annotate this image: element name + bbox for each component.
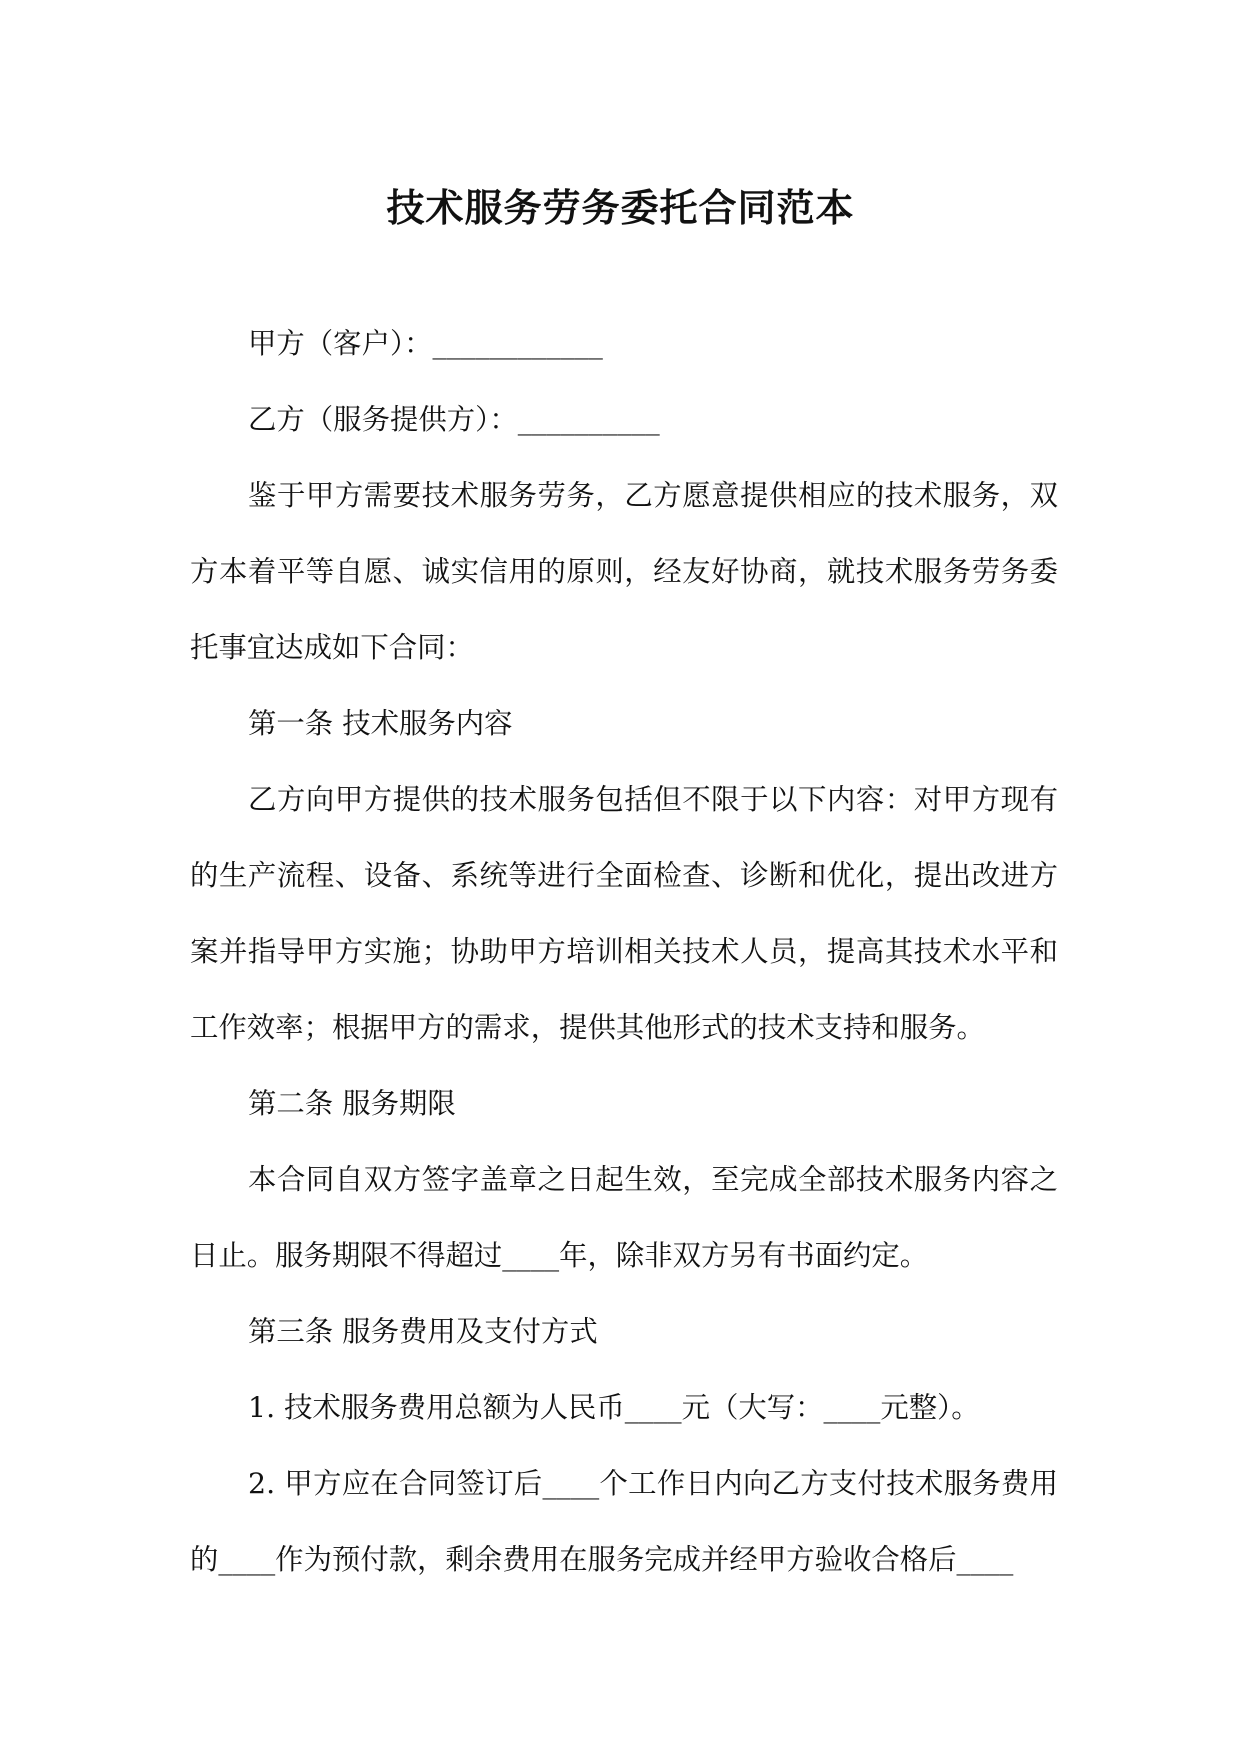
article-3-item-2: 2. 甲方应在合同签订后____个工作日内向乙方支付技术服务费用的____作为预付款，剩余费用在服务完成并经甲方验收合格后____ [190, 1467, 1058, 1576]
article-3-item-1: 1. 技术服务费用总额为人民币____元（大写：____元整）。 [248, 1391, 980, 1424]
document-body [190, 306, 1058, 1598]
party-b-line: 乙方（服务提供方）：__________ [248, 403, 660, 436]
article-2-heading: 第二条 服务期限 [248, 1087, 456, 1120]
article-1-heading: 第一条 技术服务内容 [248, 707, 513, 740]
document-title: 技术服务劳务委托合同范本 [386, 185, 855, 230]
party-a-line: 甲方（客户）：____________ [248, 327, 603, 360]
preamble-paragraph: 鉴于甲方需要技术服务劳务，乙方愿意提供相应的技术服务，双方本着平等自愿、诚实信用的原则，经友好协商，就技术服务劳务委托事宜达成如下合同： [190, 479, 1058, 664]
article-1-content: 乙方向甲方提供的技术服务包括但不限于以下内容：对甲方现有的生产流程、设备、系统等进行全面检查、诊断和优化，提出改进方案并指导甲方实施；协助甲方培训相关技术人员，提高其技术水平和工作效率；根据甲方的需求，提供其他形式的技术支持和服务。 [190, 783, 1058, 1044]
article-3-heading: 第三条 服务费用及支付方式 [248, 1315, 598, 1348]
article-2-content: 本合同自双方签字盖章之日起生效，至完成全部技术服务内容之日止。服务期限不得超过____年，除非双方另有书面约定。 [190, 1163, 1058, 1272]
